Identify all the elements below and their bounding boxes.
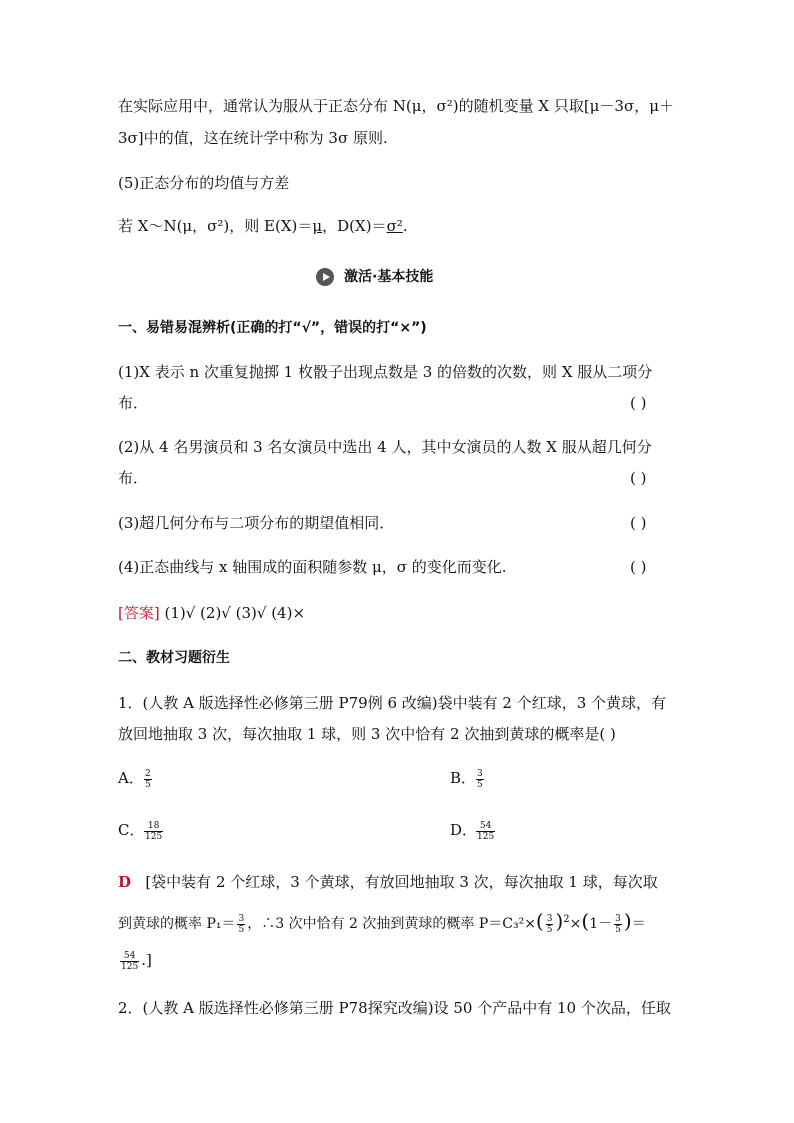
item-4-line-1: (4)正态曲线与 x 轴围成的面积随参数 μ，σ 的变化而变化. [118, 558, 507, 576]
answer-label: [答案] [118, 604, 160, 622]
q1-line-2: 放回地抽取 3 次，每次抽取 1 球，则 3 次中恰有 2 次抽到黄球的概率是( ) [118, 725, 616, 743]
item-2-blank: ( ) [630, 469, 647, 487]
item-1-line-2: 布． [118, 394, 149, 412]
play-badge-icon [316, 268, 334, 286]
option-a-fraction: $\frac{2}{5}$ [145, 768, 151, 790]
option-b-label: B． [450, 769, 477, 787]
formula-prefix: 若 X～N(μ，σ²)，则 E(X)＝ [118, 217, 313, 235]
formula-end: . [402, 217, 408, 235]
section-5-formula [118, 216, 408, 236]
mean-answer: μ [312, 217, 323, 235]
p1-fraction: $\frac{3}{5}$ [238, 913, 245, 935]
q1-line-1: 1．(人教 A 版选择性必修第三册 P79例 6 改编)袋中装有 2 个红球，3 个黄球，有 [118, 694, 667, 712]
solution-end: .] [141, 951, 152, 969]
item-2-line-2: 布． [118, 469, 149, 487]
option-c [118, 820, 165, 842]
answer-text: (1)√ (2)√ (3)√ (4)× [159, 604, 306, 622]
item-1-blank: ( ) [630, 394, 647, 412]
part1-heading: 一、易错易混辨析(正确的打“√”，错误的打“×”) [118, 320, 427, 336]
solution-text-2a: 到黄球的概率 P₁＝ [118, 916, 236, 932]
option-d [450, 820, 497, 842]
option-d-fraction: $\frac{54}{125}$ [477, 820, 495, 842]
option-c-label: C． [118, 821, 145, 839]
option-a [118, 768, 154, 790]
item-4-blank: ( ) [630, 558, 647, 576]
item-2-line-1: (2)从 4 名男演员和 3 名女演员中选出 4 人，其中女演员的人数 X 服从超几何分 [118, 438, 652, 456]
part2-heading: 二、教材习题衍生 [118, 650, 230, 666]
banner-title: 激活·基本技能 [344, 269, 434, 285]
item-3-line-1: (3)超几何分布与二项分布的期望值相同． [118, 514, 395, 532]
solution-text-2d: ＝ [631, 916, 646, 932]
solution-line-1 [118, 872, 658, 892]
option-b-fraction: $\frac{3}{5}$ [477, 768, 483, 790]
q2-line-1: 2．(人教 A 版选择性必修第三册 P78探究改编)设 50 个产品中有 10 个次品，任取 [118, 999, 671, 1017]
item-3-blank: ( ) [630, 514, 647, 532]
solution-line-2: 到黄球的概率 P₁＝ $\frac{3}{5}$ ，∴3 次中恰有 2 次抽到黄球的概率 P＝C₃²×( $\frac{3}{5}$ )$^2$×(1－ $\frac{3}{5}$ )＝ [118, 909, 646, 935]
solution-key: D [118, 873, 132, 891]
section-banner [316, 267, 433, 287]
solution-text-1: [袋中装有 2 个红球，3 个黄球，有放回地抽取 3 次，每次抽取 1 球，每次取 [145, 873, 658, 891]
option-c-fraction: $\frac{18}{125}$ [145, 820, 163, 842]
intro-line-1: 在实际应用中，通常认为服从于正态分布 N(μ，σ²)的随机变量 X 只取[μ－3σ，μ＋ [118, 97, 674, 115]
variance-answer: σ² [386, 217, 403, 235]
option-b [450, 768, 486, 790]
solution-line-3 [118, 950, 152, 972]
answer-line [118, 603, 305, 623]
item-1-line-1: (1)X 表示 n 次重复抛掷 1 枚骰子出现点数是 3 的倍数的次数，则 X 服从二项分 [118, 363, 653, 381]
formula-mid: ，D(X)＝ [322, 217, 387, 235]
section-5-title: (5)正态分布的均值与方差 [118, 174, 290, 192]
solution-text-2b: ，∴3 次中恰有 2 次抽到黄球的概率 P＝C₃²× [247, 916, 536, 932]
result-fraction: $\frac{54}{125}$ [121, 950, 139, 972]
three-fifths-fraction: $\frac{3}{5}$ [546, 913, 553, 935]
one-minus-fraction: $\frac{3}{5}$ [615, 913, 621, 935]
option-d-label: D． [450, 821, 478, 839]
option-a-label: A． [118, 769, 144, 787]
intro-line-2: 3σ]中的值，这在统计学中称为 3σ 原则. [118, 129, 388, 147]
solution-text-2c: × [569, 916, 582, 932]
